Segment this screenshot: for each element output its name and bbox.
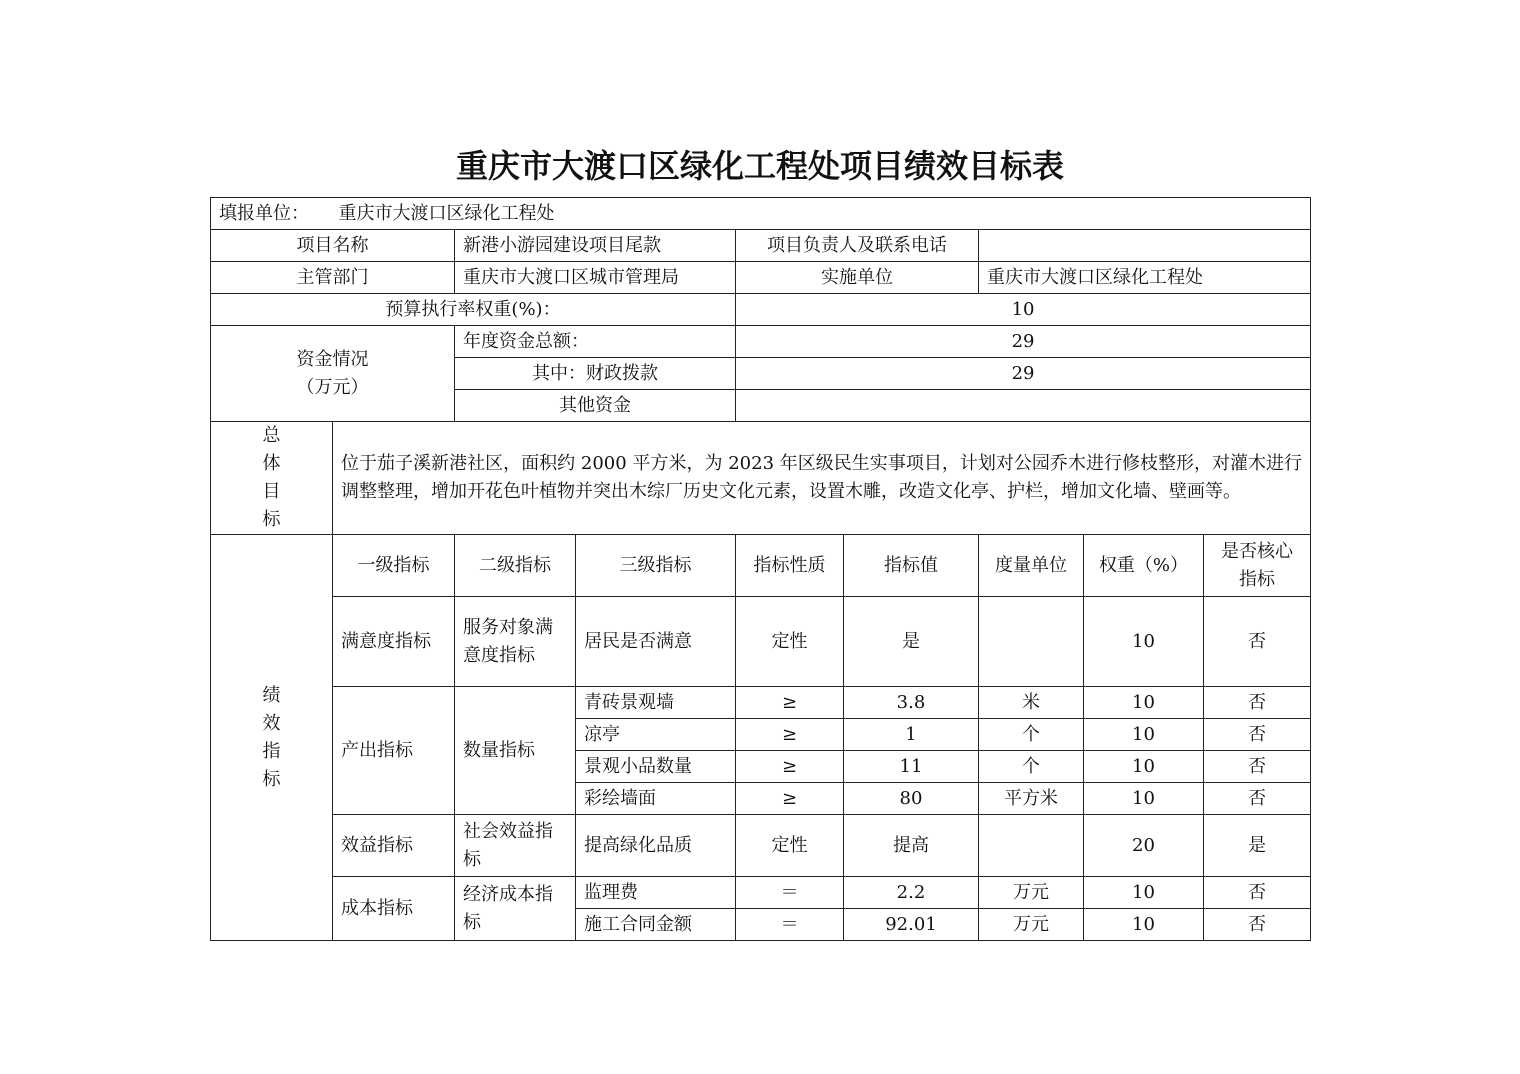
project-name-label: 项目名称 [211,230,455,262]
cost-core: 否 [1204,909,1311,941]
overall-goal-text: 位于茄子溪新港社区，面积约 2000 平方米，为 2023 年区级民生实事项目，计划对公园乔木进行修枝整形，对灌木进行调整整理，增加开花色叶植物并突出木综厂历史文化元素，设置木雕，改造文化亭、护栏，增加文化墙、壁画等。 [333,422,1311,535]
benefit-level1: 效益指标 [333,815,455,877]
table-row [211,687,1311,719]
overall-goal-char: 体 [262,453,281,474]
cost-unit: 万元 [979,877,1084,909]
project-name-row [211,230,1311,262]
header-value: 指标值 [844,535,979,597]
header-unit: 度量单位 [979,535,1084,597]
performance-indicator-char: 效 [262,712,281,734]
output-unit: 米 [979,687,1084,719]
output-level1: 产出指标 [333,687,455,815]
output-value: 3.8 [844,687,979,719]
fill-unit-row [211,198,1311,230]
cost-weight: 10 [1084,877,1204,909]
header-nature: 指标性质 [736,535,844,597]
performance-indicator-label [211,535,333,941]
header-core-line2: 指标 [1239,568,1276,590]
output-nature: ≥ [736,751,844,783]
funds-annual-value: 29 [736,326,1311,358]
fill-unit-label: 填报单位： [219,202,309,224]
funds-label-line2: （万元） [296,376,369,398]
cost-level2 [455,877,576,941]
benefit-value: 提高 [844,815,979,877]
output-value: 80 [844,783,979,815]
satisfaction-core: 否 [1204,597,1311,687]
output-value: 1 [844,719,979,751]
benefit-unit [979,815,1084,877]
output-level3: 景观小品数量 [576,751,736,783]
output-unit: 个 [979,719,1084,751]
project-name-value: 新港小游园建设项目尾款 [455,230,736,262]
department-value: 重庆市大渡口区城市管理局 [455,262,736,294]
benefit-nature: 定性 [736,815,844,877]
fill-unit-cell [211,198,1311,230]
page-title: 重庆市大渡口区绿化工程处项目绩效目标表 [455,147,1064,185]
header-core-line1: 是否核心 [1221,540,1294,562]
output-level3: 凉亭 [576,719,736,751]
cost-level2-line1: 经济成本指 [463,883,553,905]
satisfaction-level2 [455,597,576,687]
implementing-unit-value: 重庆市大渡口区绿化工程处 [979,262,1311,294]
benefit-level3: 提高绿化品质 [576,815,736,877]
funds-other-value [736,390,1311,422]
output-unit: 平方米 [979,783,1084,815]
project-leader-label: 项目负责人及联系电话 [736,230,979,262]
table-row [211,597,1311,687]
project-leader-value [979,230,1311,262]
indicator-header-row [211,535,1311,597]
output-core: 否 [1204,783,1311,815]
output-weight: 10 [1084,719,1204,751]
output-weight: 10 [1084,687,1204,719]
satisfaction-value: 是 [844,597,979,687]
department-row [211,262,1311,294]
output-weight: 10 [1084,783,1204,815]
output-level2: 数量指标 [455,687,576,815]
satisfaction-unit [979,597,1084,687]
output-level3: 青砖景观墙 [576,687,736,719]
department-label: 主管部门 [211,262,455,294]
output-nature: ≥ [736,783,844,815]
funds-label [211,326,455,422]
header-level1: 一级指标 [333,535,455,597]
overall-goal-row [211,422,1311,535]
performance-indicator-char: 绩 [262,684,281,706]
funds-annual-row [211,326,1311,358]
cost-weight: 10 [1084,909,1204,941]
benefit-weight: 20 [1084,815,1204,877]
performance-indicator-char: 指 [262,740,281,762]
satisfaction-nature: 定性 [736,597,844,687]
cost-level3: 施工合同金额 [576,909,736,941]
output-core: 否 [1204,719,1311,751]
budget-weight-value: 10 [736,294,1311,326]
funds-fiscal-label: 其中：财政拨款 [455,358,736,390]
satisfaction-weight: 10 [1084,597,1204,687]
header-level3: 三级指标 [576,535,736,597]
header-weight: 权重（%） [1084,535,1204,597]
benefit-core: 是 [1204,815,1311,877]
output-weight: 10 [1084,751,1204,783]
output-value: 11 [844,751,979,783]
table-row [211,815,1311,877]
benefit-level2 [455,815,576,877]
satisfaction-level2-line1: 服务对象满 [463,616,553,638]
benefit-level2-line1: 社会效益指 [463,820,553,842]
benefit-level2-line2: 标 [463,848,481,870]
overall-goal-char: 总 [262,425,281,446]
fill-unit-value: 重庆市大渡口区绿化工程处 [338,202,555,224]
header-level2: 二级指标 [455,535,576,597]
performance-indicator-char: 标 [262,768,281,790]
output-nature: ≥ [736,687,844,719]
funds-fiscal-value: 29 [736,358,1311,390]
funds-label-line1: 资金情况 [296,348,369,370]
performance-target-table [210,197,1311,941]
cost-nature: ＝ [736,877,844,909]
funds-annual-label: 年度资金总额： [455,326,736,358]
output-unit: 个 [979,751,1084,783]
output-core: 否 [1204,687,1311,719]
budget-weight-row [211,294,1311,326]
cost-level2-line2: 标 [463,911,481,933]
cost-value: 2.2 [844,877,979,909]
cost-nature: ＝ [736,909,844,941]
output-nature: ≥ [736,719,844,751]
cost-core: 否 [1204,877,1311,909]
overall-goal-char: 目 [262,481,281,502]
header-core [1204,535,1311,597]
cost-unit: 万元 [979,909,1084,941]
satisfaction-level1: 满意度指标 [333,597,455,687]
implementing-unit-label: 实施单位 [736,262,979,294]
overall-goal-char: 标 [262,509,281,530]
output-core: 否 [1204,751,1311,783]
funds-other-label: 其他资金 [455,390,736,422]
budget-weight-label: 预算执行率权重(%)： [211,294,736,326]
satisfaction-level2-line2: 意度指标 [463,644,535,666]
output-level3: 彩绘墙面 [576,783,736,815]
cost-level3: 监理费 [576,877,736,909]
cost-level1: 成本指标 [333,877,455,941]
overall-goal-label [211,422,333,535]
cost-value: 92.01 [844,909,979,941]
table-row [211,877,1311,909]
satisfaction-level3: 居民是否满意 [576,597,736,687]
